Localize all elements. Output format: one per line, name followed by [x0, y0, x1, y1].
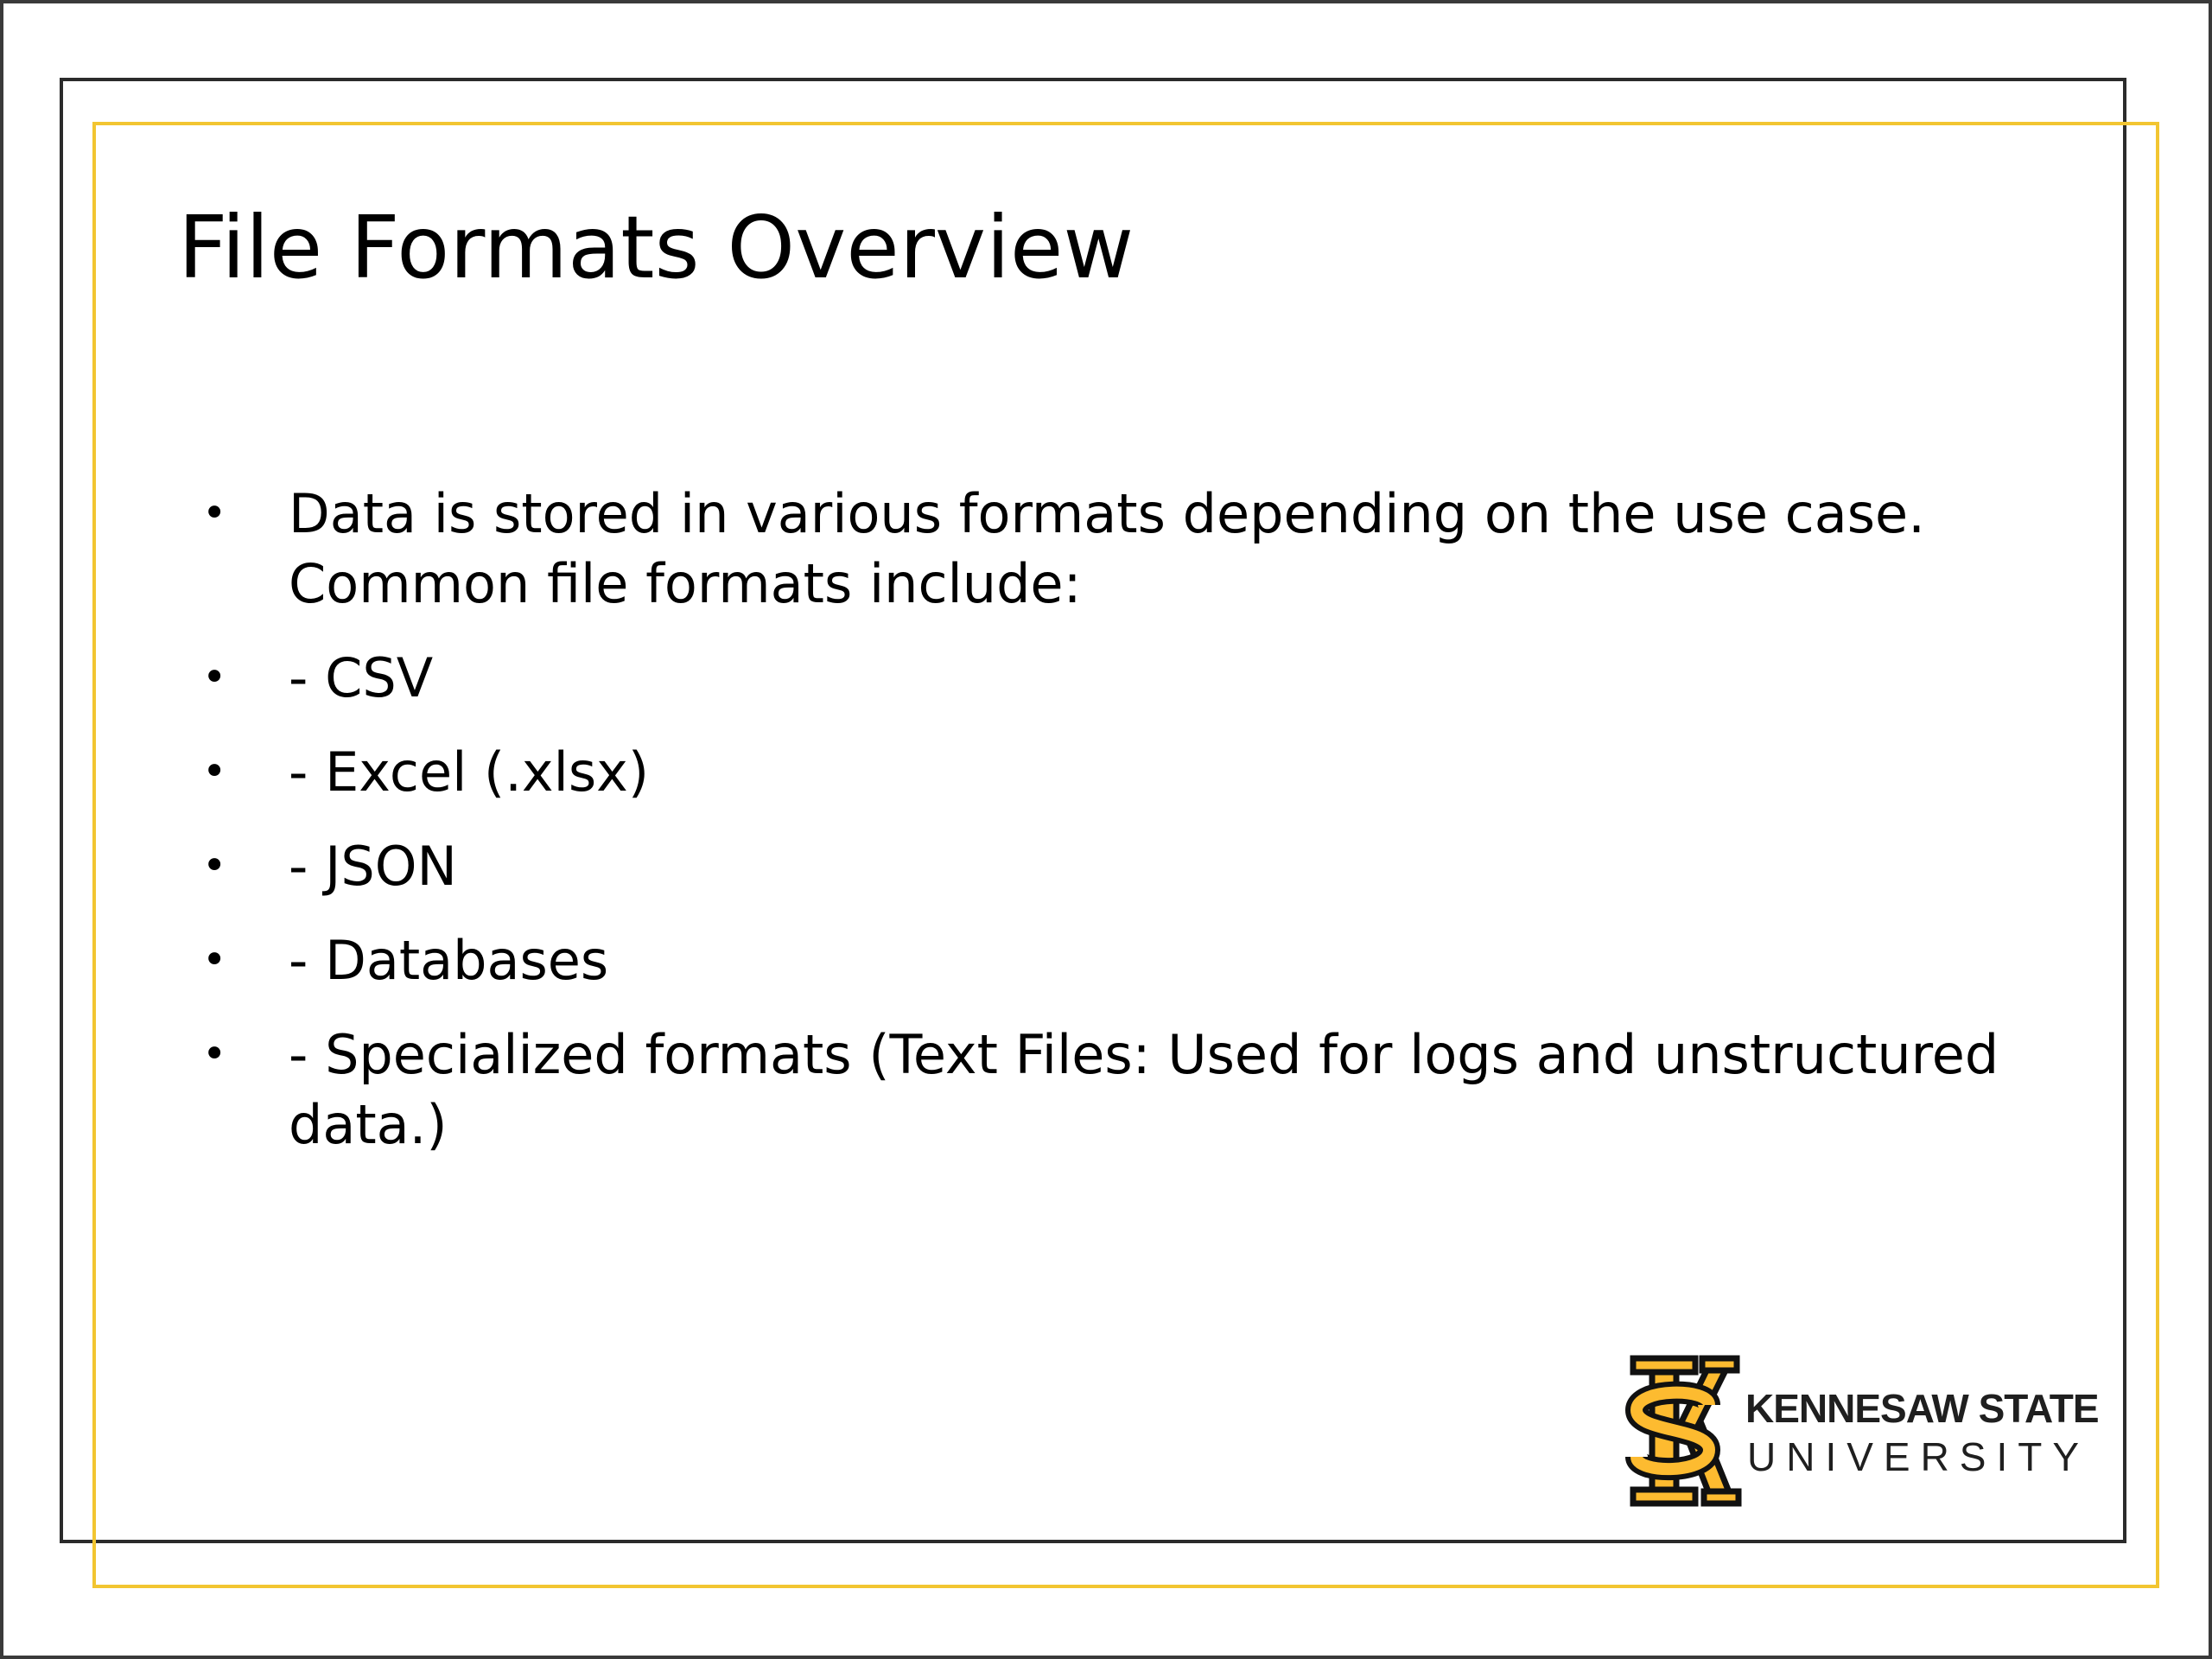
bullet-item — [202, 925, 1999, 995]
bullet-item — [202, 479, 1999, 619]
bullet-item — [202, 831, 1999, 901]
bullet-marker: • — [202, 489, 227, 537]
bullet-marker: • — [202, 653, 227, 702]
bullet-text: - Databases — [289, 929, 609, 992]
ks-monogram-icon — [1612, 1353, 1742, 1509]
bullet-item — [202, 643, 1999, 713]
bullet-item — [202, 1020, 1999, 1160]
university-logo — [1612, 1353, 2099, 1509]
logo-wordmark-top: KENNESAW STATE — [1745, 1386, 2099, 1431]
bullet-list — [202, 479, 1999, 1184]
bullet-text: - CSV — [289, 646, 434, 709]
logo-wordmark-bottom: UNIVERSITY — [1747, 1434, 2090, 1479]
bullet-text: - Excel (.xlsx) — [289, 741, 650, 804]
bullet-marker: • — [202, 747, 227, 796]
bullet-marker: • — [202, 842, 227, 890]
bullet-item — [202, 737, 1999, 807]
bullet-marker: • — [202, 936, 227, 984]
bullet-marker: • — [202, 1030, 227, 1078]
bullet-text: - JSON — [289, 835, 457, 898]
slide-title: File Formats Overview — [178, 197, 1135, 298]
bullet-text: Data is stored in various formats depending on the use case. Common file formats include: — [289, 482, 1925, 615]
bullet-text: - Specialized formats (Text Files: Used for logs and unstructured data.) — [289, 1023, 1999, 1156]
